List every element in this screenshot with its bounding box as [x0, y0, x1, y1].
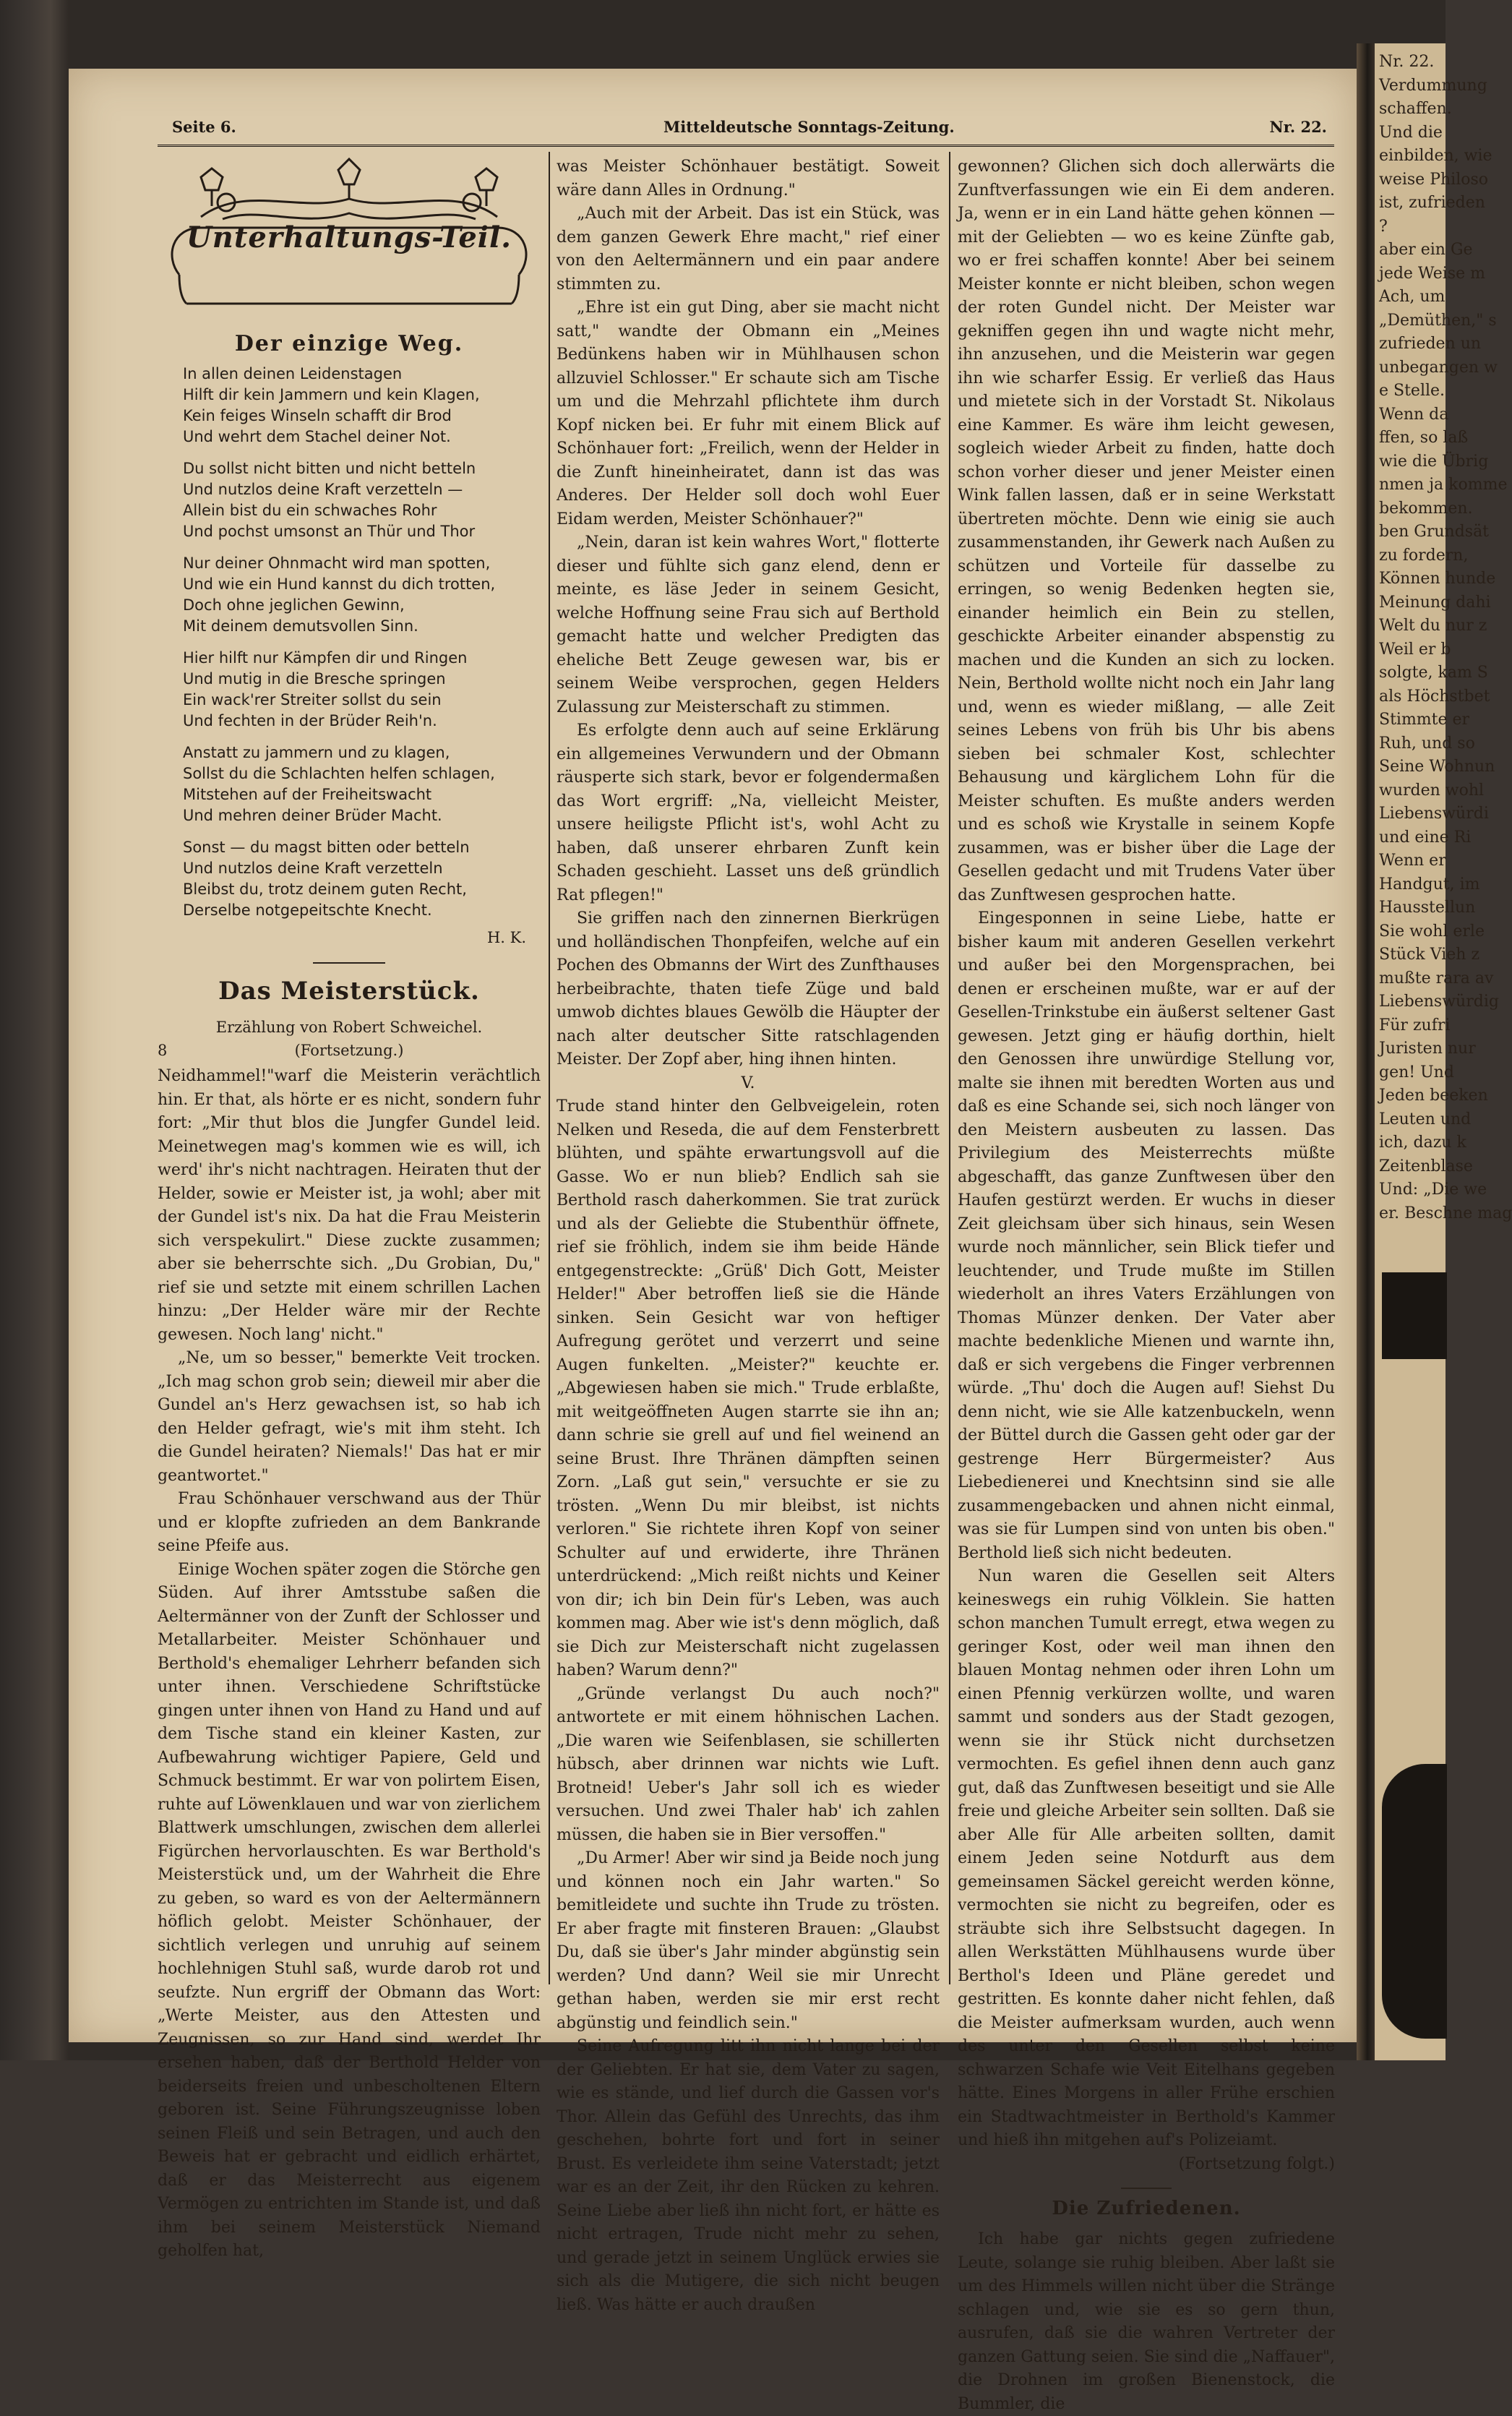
- poem-stanza: [183, 837, 541, 921]
- adjacent-page-line: jede Weise m: [1379, 264, 1485, 283]
- poem-line: Anstatt zu jammern und zu klagen,: [183, 744, 450, 761]
- adjacent-page-line: und eine Ri: [1379, 828, 1472, 847]
- adjacent-page-line: Zeitenblase: [1379, 1157, 1473, 1175]
- adjacent-page-line: Handgut, im: [1379, 875, 1480, 894]
- poem-line: Ein wack'rer Streiter sollst du sein: [183, 691, 442, 708]
- adjacent-page-text: [1375, 43, 1512, 1225]
- article-title: Die Zufriedenen.: [1052, 2198, 1241, 2219]
- adjacent-page-line: ich, dazu k: [1379, 1134, 1466, 1152]
- story-byline: Erzählung von Robert Schweichel.: [215, 1019, 483, 1036]
- column-rule: [949, 152, 950, 1984]
- story-paragraph: Neidhammel!"warf die Meisterin verächtlich hin. Er that, als hörte er es nicht, sondern fuhr fort: „Mir thut blos die Jungfer Gundel leid. Meinetwegen mag's kommen wie es will, ich werd' ihr's nicht nachtragen. Heiraten thut der Helder, sowie er Meister ist, ja wohl; aber mit der Gundel ist's nix. Da hat die Frau Meisterin sich verspekulirt." Diese zuckte zusammen; aber sie beherrschte sich. „Du Grobian, Du," rief sie und setzte mit einem schrillen Lachen hinzu: „Der Helder wäre mir der Rechte gewesen. Noch lang' nicht.": [158, 1067, 541, 1344]
- adjacent-page-line: Seine Wohnun: [1379, 758, 1495, 776]
- story-text-col1: [158, 1065, 541, 2263]
- adjacent-page-line: Stimmte er: [1379, 711, 1470, 729]
- poem-line: Doch ohne jeglichen Gewinn,: [183, 596, 405, 614]
- poem-stanza: [183, 364, 541, 447]
- adjacent-page-dark-block: [1382, 1272, 1447, 1359]
- adjacent-page-image: [1382, 1764, 1447, 2039]
- separator-rule: [1121, 2188, 1172, 2189]
- adjacent-page-line: solgte, kam S: [1379, 664, 1488, 682]
- story-paragraph: was Meister Schönhauer bestätigt. Soweit wäre dann Alles in Ordnung.": [557, 158, 940, 200]
- adjacent-page-line: wurden wohl: [1379, 781, 1485, 800]
- adjacent-page-line: ist, zufrieden: [1379, 194, 1485, 212]
- poem-stanza: [183, 742, 541, 826]
- adjacent-page-line: Wenn er: [1379, 852, 1446, 870]
- adjacent-page-line: einbilden, wie: [1379, 147, 1492, 165]
- poem-line: Bleibst du, trotz deinem guten Recht,: [183, 881, 467, 898]
- adjacent-page-line: Ruh, und so: [1379, 734, 1475, 753]
- poem-line: Sonst — du magst bitten oder betteln: [183, 839, 470, 856]
- story-paragraph: „Auch mit der Arbeit. Das ist ein Stück, was dem ganzen Gewerk Ehre macht," rief einer von den Aeltermännern und ein paar andere stimmten zu.: [557, 205, 940, 294]
- story-title: Das Meisterstück.: [218, 977, 480, 1006]
- poem-line: Allein bist du ein schwaches Rohr: [183, 502, 437, 519]
- story-paragraph: Nun waren die Gesellen seit Alters keineswegs ein ruhig Völklein. Sie hatten schon manchen Tumult erregt, etwa wegen zu geringer Kost, oder weil man ihnen den blauen Montag nehmen oder ihren Lohn um einen Pfennig verkürzen wollte, und waren sammt und sonders aus der Stadt gezogen, wenn sie ihr Stück nicht durchsetzen vermochten. Es gefiel ihnen denn auch ganz gut, daß das Zunftwesen beseitigt und sie Alle freie und gleiche Arbeiter sein sollten. Daß sie aber Alle für Alle arbeiten sollten, damit einem Jeden seine Notdurft aus dem gemeinsamen Säckel gereicht werden könne, vermochten sie nicht zu begreifen, oder es sträubte sich ihre Selbstsucht dagegen. In allen Werkstätten Mühlhausens wurde über Berthol's Ideen und Pläne geredet und gestritten. Es konnte daher nicht fehlen, daß die Meister aufmerksam wurden, auch wenn des unter den Gesellen selbst keine schwarzen Schafe wie Veit Eitelhans gegeben hätte. Eines Morgens in aller Frühe erschien ein Stadtwachtmeister in Berthold's Kammer und hieß ihn mitgehen auf's Polizeiamt.: [958, 1567, 1335, 2149]
- installment-number: 8: [158, 1042, 168, 1059]
- poem-line: Nur deiner Ohnmacht wird man spotten,: [183, 554, 491, 572]
- adjacent-page-line: gen! Und: [1379, 1063, 1454, 1081]
- adjacent-page-line: Jeden beeken: [1379, 1087, 1488, 1105]
- adjacent-page-line: Für zufri: [1379, 1016, 1451, 1034]
- adjacent-page-line: Sie wohl erle: [1379, 922, 1485, 941]
- article-text: Ich habe gar nichts gegen zufriedene Leute, solange sie ruhig bleiben. Aber laßt sie um des Himmels willen nicht über die Stränge schlagen und, wie sie es so gern thun, ausrufen, daß sie die wahren Vertreter der ganzen Gattung seien. Sie sind die „Naffauer", die Drohnen im großen Bienenstock, die Bummler, die: [958, 2230, 1335, 2413]
- poem-line: Hier hilft nur Kämpfen dir und Ringen: [183, 649, 468, 667]
- section-title: Unterhaltungs-Teil.: [186, 220, 512, 254]
- adjacent-page-line: Liebenswürdi: [1379, 805, 1489, 823]
- adjacent-page-line: Ach, um: [1379, 288, 1446, 306]
- story-paragraph: „Gründe verlangst Du auch noch?" antwortete er mit einem höhnischen Lachen. „Die waren wie Seifenblasen, sie schillerten hübsch, aber drinnen war nichts wie Luft. Brotneid! Ueber's Jahr soll ich es wieder versuchen. Und zwei Thaler hab' ich zahlen müssen, die haben sie in Bier versoffen.": [557, 1684, 940, 1844]
- adjacent-page-line: Meinung dahi: [1379, 593, 1491, 612]
- adjacent-page-line: ffen, so laß: [1379, 429, 1469, 447]
- poem-line: Und wie ein Hund kannst du dich trotten,: [183, 575, 496, 593]
- adjacent-page-line: Und: „Die we: [1379, 1181, 1487, 1199]
- adjacent-page-line: aber ein Ge: [1379, 241, 1473, 259]
- newspaper-name: Mitteldeutsche Sonntags-Zeitung.: [663, 118, 955, 136]
- header-rule: [158, 145, 1334, 147]
- story-paragraph: Es erfolgte denn auch auf seine Erklärung ein allgemeines Verwundern und der Obmann räusperte sich stark, bevor er folgendermaßen das Wort ergriff: „Na, vielleicht Meister, unsere heiligste Pflicht ist's, wohl Acht zu haben, daß unserer ehrbaren Zunft kein Schaden geschieht. Lasset uns deß gründlich Rat pflegen!": [557, 721, 940, 904]
- story-text-col2-chapter: [557, 1095, 940, 2317]
- poem-signature: H. K.: [486, 929, 526, 946]
- adjacent-page-line: Stück Vieh z: [1379, 946, 1480, 964]
- poem-line: In allen deinen Leidenstagen: [183, 365, 403, 382]
- story-paragraph: Seine Aufregung litt ihn nicht lange bei der der Geliebten. Er hat sie, dem Vater zu sagen, wie es stände, und lief durch die Gassen vor's Thor. Allein das Gefühl des Unrechts, das ihm geschehen, bohrte fort und fort in seiner Brust. Es verleidete ihm seine Vaterstadt; jetzt war es an der Zeit, ihr den Rücken zu kehren. Seine Liebe aber ließ ihn nicht fort, er hätte es nicht ertragen, Trude nicht mehr zu sehen, und gerade jetzt in seinem Unglück erwies sie sich als die Mutigere, die sich nicht beugen ließ. Was hätte er auch draußen: [557, 2037, 940, 2314]
- story-continued: [158, 1039, 541, 1062]
- section-banner: [158, 155, 541, 325]
- story-paragraph: Frau Schönhauer verschwand aus der Thür und er klopfte zufrieden an dem Bankrande seine Pfeife aus.: [158, 1490, 541, 1555]
- adjacent-page-line: er. Beschne mag: [1379, 1204, 1512, 1222]
- poem-line: Und pochst umsonst an Thür und Thor: [183, 523, 476, 540]
- story-paragraph: gewonnen? Glichen sich doch allerwärts die Zunftverfassungen wie ein Ei dem anderen. Ja, wenn er in ein Land hätte gehen können — mit der Geliebten — wo es keine Zünfte gab, wo er frei schaffen konnte! Aber bei seinem Meister konnte er nicht bleiben, schon wegen der roten Gundel nicht. Der Meister war gekniffen gegen ihn und wagte nicht mehr, ihn anzusehen, und die Meisterin war gegen ihn wie scharfer Essig. Er verließ das Haus und mietete sich in der Vorstadt St. Nikolaus eine Kammer. Es wäre ihm leicht gewesen, sogleich wieder Arbeit zu finden, hatte doch schon vorher dieser und jener Meister einen Wink fallen lassen, daß er in seine Werkstatt übertreten möchte. Denn wie einig sie auch zusammenstanden, ihr Gewerk nach Außen zu schützen und Vorteile für dasselbe zu erringen, so wenig Bedenken hegten sie, einander heimlich ein Bein zu stellen, geschickte Arbeiter einander abspenstig zu machen und die Kunden an sich zu locken. Nein, Berthold wollte nicht noch ein Jahr lang und, wenn es wieder mißlang, — alle Zeit seines Lebens von früh bis Uhr bis abens sieben bei schmaler Kost, schlechter Behausung und kärglichem Lohn für die Meister schuften. Es mußte anders werden und es schoß wie Krystalle in seinem Kopfe zusammen, was er bisher über die Lage der Gesellen gedacht und mit Trudens Vater über das Zunftwesen gesprochen hatte.: [958, 158, 1335, 904]
- adjacent-page-line: Wenn da: [1379, 405, 1449, 424]
- adjacent-page-line: Verdummung: [1379, 76, 1487, 95]
- adjacent-page-line: ?: [1379, 217, 1388, 236]
- adjacent-page-line: nmen ja komme: [1379, 476, 1508, 494]
- story-paragraph: „Nein, daran ist kein wahres Wort," flotterte dieser und fühlte sich ganz elend, denn er meinte, es läse Jeder in seinem Gesicht, welche Hoffnung seine Frau sich auf Berthold gemacht hatte und welcher Predigten das eheliche Bett Zeuge gewesen war, bis er seinem Weibe versprochen, gegen Helders Zulassung zur Meisterschaft zu stimmen.: [557, 534, 940, 716]
- poem-line: Hilft dir kein Jammern und kein Klagen,: [183, 386, 480, 403]
- poem-line: Und nutzlos deine Kraft verzetteln: [183, 860, 443, 877]
- story-paragraph: „Ehre ist ein gut Ding, aber sie macht nicht satt," wandte der Obmann ein „Meines Bedünkens haben wir in Mühlhausen schon allzuviel Schlosser." Er schaute sich am Tische um und die Mehrzahl pflichtete ihm durch Kopf nicken bei. Er fuhr mit einem Blick auf Schönhauer fort: „Freilich, wenn der Helder in die Zunft hineinheiratet, dann ist das was Anderes. Der Helder soll doch wohl Euer Eidam werden, Meister Schönhauer?": [557, 299, 940, 528]
- poem-line: Mitstehen auf der Freiheitswacht: [183, 786, 432, 803]
- adjacent-page-line: Können hunde: [1379, 570, 1496, 588]
- column-rule: [549, 152, 550, 1984]
- separator-rule: [313, 962, 385, 964]
- adjacent-page-line: Juristen nur: [1379, 1040, 1476, 1058]
- poem-line: Derselbe notgepeitschte Knecht.: [183, 901, 432, 919]
- adjacent-page-line: Weil er b: [1379, 640, 1451, 659]
- poem-line: Sollst du die Schlachten helfen schlagen,: [183, 765, 495, 782]
- adjacent-page-line: schaffen.: [1379, 100, 1452, 118]
- adjacent-page-line: Hausstellun: [1379, 899, 1476, 917]
- continuation-note: (Fortsetzung folgt.): [1178, 2154, 1335, 2173]
- poem-line: Und fechten in der Brüder Reih'n.: [183, 712, 437, 729]
- story-paragraph: „Ne, um so besser," bemerkte Veit trocken. „Ich mag schon grob sein; dieweil mir aber die Gundel an's Herz gewachsen ist, so hab ich den Helder gefragt, wie's mit ihm steht. Ich die Gundel heiraten? Niemals!' Das hat er mir geantwortet.": [158, 1349, 541, 1485]
- adjacent-page-line: e Stelle.: [1379, 382, 1446, 400]
- adjacent-page-line: unbegangen w: [1379, 358, 1498, 377]
- poem-stanza: [183, 648, 541, 732]
- adjacent-page-line: „Demüthen," s: [1379, 311, 1497, 330]
- column-1: [158, 155, 541, 2260]
- adjacent-page-line: bekommen.: [1379, 499, 1473, 518]
- adjacent-page-line: Und die: [1379, 123, 1443, 142]
- adjacent-page-line: Nr. 22.: [1379, 53, 1435, 71]
- poem-line: Mit deinem demutsvollen Sinn.: [183, 617, 418, 635]
- story-paragraph: Trude stand hinter den Gelbveigelein, roten Nelken und Reseda, die auf dem Fensterbrett blühten, und spähte erwartungsvoll auf die Gasse. Wo er nun blieb? Endlich sah sie Berthold rasch daherkommen. Sie trat zurück und als der Geliebte die Stubenthür öffnete, rief sie fröhlich, indem sie ihm beide Hände entgegenstreckte: „Grüß' Dich Gott, Meister Helder!" Aber betroffen ließ sie die Hände sinken. Sein Gesicht war von heftiger Aufregung gerötet und verzerrt und seine Augen funkelten. „Meister?" keuchte er. „Abgewiesen haben sie mich." Trude erblaßte, mit weitgeöffneten Augen starrte sie ihn an; dann schrie sie grell auf und fiel weinend an seine Brust. Ihre Thränen dämpften seinen Zorn. „Laß gut sein," versuchte er sie zu trösten. „Wenn Du mir bleibst, ist nichts verloren." Sie richtete ihren Kopf von seiner Schulter auf und erwiderte, ihre Thränen unterdrückend: „Mich reißt nichts und Keiner von dir; ich bin Dein für's Leben, was auch kommen mag. Aber wie ist's denn möglich, daß sie Dich zur Meisterschaft nicht zugelassen haben? Warum denn?": [557, 1097, 940, 1679]
- poem-body: [158, 364, 541, 921]
- adjacent-page-line: ben Grundsät: [1379, 523, 1490, 541]
- poem-line: Und mutig in die Bresche springen: [183, 670, 446, 687]
- poem-line: Und nutzlos deine Kraft verzetteln —: [183, 481, 463, 498]
- poem-stanza: [183, 553, 541, 637]
- poem-line: Und wehrt dem Stachel deiner Not.: [183, 428, 451, 445]
- continued-label: (Fortsetzung.): [294, 1042, 404, 1059]
- adjacent-page-line: weise Philoso: [1379, 170, 1489, 189]
- page-gutter: [1357, 43, 1375, 2060]
- adjacent-page-line: zu fordern,: [1379, 546, 1469, 565]
- adjacent-page-line: Leuten und: [1379, 1110, 1472, 1128]
- adjacent-page-line: zufrieden un: [1379, 335, 1482, 353]
- poem-line: Du sollst nicht bitten und nicht betteln: [183, 460, 476, 477]
- story-paragraph: Sie griffen nach den zinnernen Bierkrügen und holländischen Thonpfeifen, welche auf ein Pochen des Obmanns der Wirt des Zunfthauses herbeibrachte, thaten tiefe Züge und bald umwob dichtes blaues Gewölb die Häupter der nach alter deutscher Sitte ratschlagenden Meister. Der Zopf aber, hing ihnen hinten.: [557, 909, 940, 1068]
- column-2: [557, 155, 940, 2314]
- page-label: Seite 6.: [172, 118, 236, 136]
- poem-title: Der einzige Weg.: [234, 331, 464, 356]
- story-paragraph: „Du Armer! Aber wir sind ja Beide noch jung und können noch ein Jahr warten." So bemitleidete und suchte ihn Trude zu trösten. Er aber fragte mit finsteren Brauen: „Glaubst Du, daß sie über's Jahr minder abgünstig sein werden? Und dann? Weil sie mir Unrecht gethan haben, werden sie mir erst recht abgünstig und feindlich sein.": [557, 1849, 940, 2032]
- adjacent-page-line: mußte rara av: [1379, 969, 1494, 988]
- adjacent-page-fragment: [1375, 43, 1512, 2060]
- adjacent-page-line: Welt du nur z: [1379, 617, 1487, 635]
- chapter-number: V.: [741, 1074, 755, 1092]
- poem-stanza: [183, 458, 541, 542]
- column-3: [958, 155, 1335, 2413]
- running-head: [158, 118, 1334, 140]
- story-text-col3: [958, 155, 1335, 2153]
- poem-line: Kein feiges Winseln schafft dir Brod: [183, 407, 452, 424]
- adjacent-page-line: Liebenswürdig: [1379, 993, 1499, 1011]
- story-paragraph: Einige Wochen später zogen die Störche gen Süden. Auf ihrer Amtsstube saßen die Aeltermänner von der Zunft der Schlosser und Metallarbeiter. Meister Schönhauer und Berthold's ehemaliger Lehrherr befanden sich unter ihnen. Verschiedene Schriftstücke gingen unter ihnen von Hand zu Hand und auf dem Tische stand ein kleiner Kasten, zur Aufbewahrung wichtiger Papiere, Geld und Schmuck bestimmt. Er war von polirtem Eisen, ruhte auf Löwenklauen und war von zierlichem Blattwerk umschlungen, zwischen dem allerlei Figürchen hervorlauschten. Es war Berthold's Meisterstück und, um der Wahrheit die Ehre zu geben, so ward es von der Aeltermännern höflich gelobt. Meister Schönhauer, der sichtlich verlegen und unruhig auf seinem hochlehnigen Stuhl saß, wurde darob rot und seufzte. Nun ergriff der Obmann das Wort: „Werte Meister, aus den Attesten und Zeugnissen, so zur Hand sind, werdet Ihr ersehen haben, daß der Berthold Helder von beiderseits freien und unbescholtenen Eltern geboren ist. Seine Führungszeugnisse loben seinen Fleiß und sein Betragen, und auch den Beweis hat er gebracht und eidlich erhärtet, daß er das Meisterrecht aus eigenem Vermögen zu entrichten im Stande ist, und daß ihm bei seinem Meisterstück Niemand geholfen hat,: [158, 1560, 541, 2260]
- story-text-col2: [557, 155, 940, 1072]
- poem-line: Und mehren deiner Brüder Macht.: [183, 807, 442, 824]
- adjacent-page-line: als Höchstbet: [1379, 687, 1490, 706]
- issue-number: Nr. 22.: [1269, 118, 1327, 136]
- story-paragraph: Eingesponnen in seine Liebe, hatte er bisher kaum mit anderen Gesellen verkehrt und außer bei den Morgensprachen, bei denen er erscheinen mußte, war er auf der Gesellen-Trinkstube ein äußerst seltener Gast gewesen. Jetzt ging er häufig dorthin, hielt den Genossen ihre unwürdige Stellung vor, malte sie ihnen mit beredten Worten aus und daß es eine Schande sei, sich noch länger von den Meistern ausbeuten zu lassen. Das Privilegium des Meisterrechts müßte abgeschafft, das ganze Zunftwesen über den Haufen gestürzt werden. Er wuchs in dieser Zeit gleichsam über sich hinaus, sein Wesen wurde noch männlicher, sein Blick tiefer und leuchtender, und Trude mußte im Stillen wiederholt an ihres Vaters Erzählungen von Thomas Münzer denken. Der Vater aber machte bedenkliche Mienen und warnte ihn, daß er sich vergebens die Finger verbrennen würde. „Thu' doch die Augen auf! Siehst Du denn nicht, wie sie Alle katzenbuckeln, wenn der Büttel durch die Gassen geht oder gar der gestrenge Herr Bürgermeister? Aus Liebedienerei und Knechtsinn sind sie alle zusammengebacken und ahnen nicht einmal, was sie für Lumpen sind von unten bis oben." Berthold ließ sich nicht bedeuten.: [958, 909, 1335, 1562]
- adjacent-page-line: wie die Übrig: [1379, 452, 1489, 471]
